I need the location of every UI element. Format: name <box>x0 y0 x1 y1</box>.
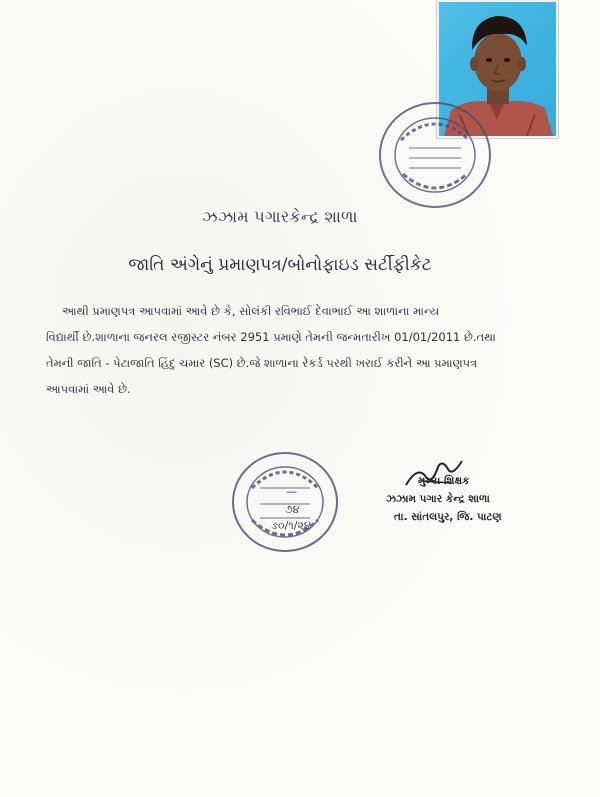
stamp-dash: — <box>286 485 297 498</box>
certificate-body <box>46 298 568 402</box>
certificate-title: જાતિ અંગેનું પ્રમાણપત્ર/બોનોફાઇડ સર્ટીફીકેટ <box>128 255 432 275</box>
school-title: ઝઝામ પગારકેન્દ્ર શાળા <box>202 207 358 226</box>
body-line: તેમની જાતિ - પેટાજાતિ હિંદુ ચમાર (SC) છે.જે શાળાના રેકર્ડ પરથી ખરાઈ કરીને આ પ્રમાણપત્ર <box>46 356 478 370</box>
stamp-number: ૭૪ <box>285 503 300 516</box>
body-line: વિદ્યાર્થી છે.શાળાના જનરલ રજીસ્ટર નંબર 2951 પ્રમાણે તેમની જન્મતારીખ 01/01/2011 છે.તથા <box>46 330 496 344</box>
school-stamp-top <box>377 100 493 210</box>
body-line: આપવામાં આવે છે. <box>46 382 131 396</box>
body-line: આથી પ્રમાણપત્ર આપવામાં આવે છે કે, સોલંકી રવિભાઈ દેવાભાઈ આ શાળાના માન્ય <box>62 304 440 318</box>
signature-block <box>378 455 538 535</box>
school-stamp-bottom <box>230 450 340 554</box>
signature-school: ઝઝામ પગાર કેન્દ્ર શાળા <box>386 493 490 505</box>
signature-address: તા. સાંતલપુર, જિ. પાટણ <box>394 511 502 523</box>
signature-role: મુખ્ય શિક્ષક <box>418 475 470 487</box>
stamp-date: ઙ૦/૧/૨૪ <box>271 519 311 532</box>
